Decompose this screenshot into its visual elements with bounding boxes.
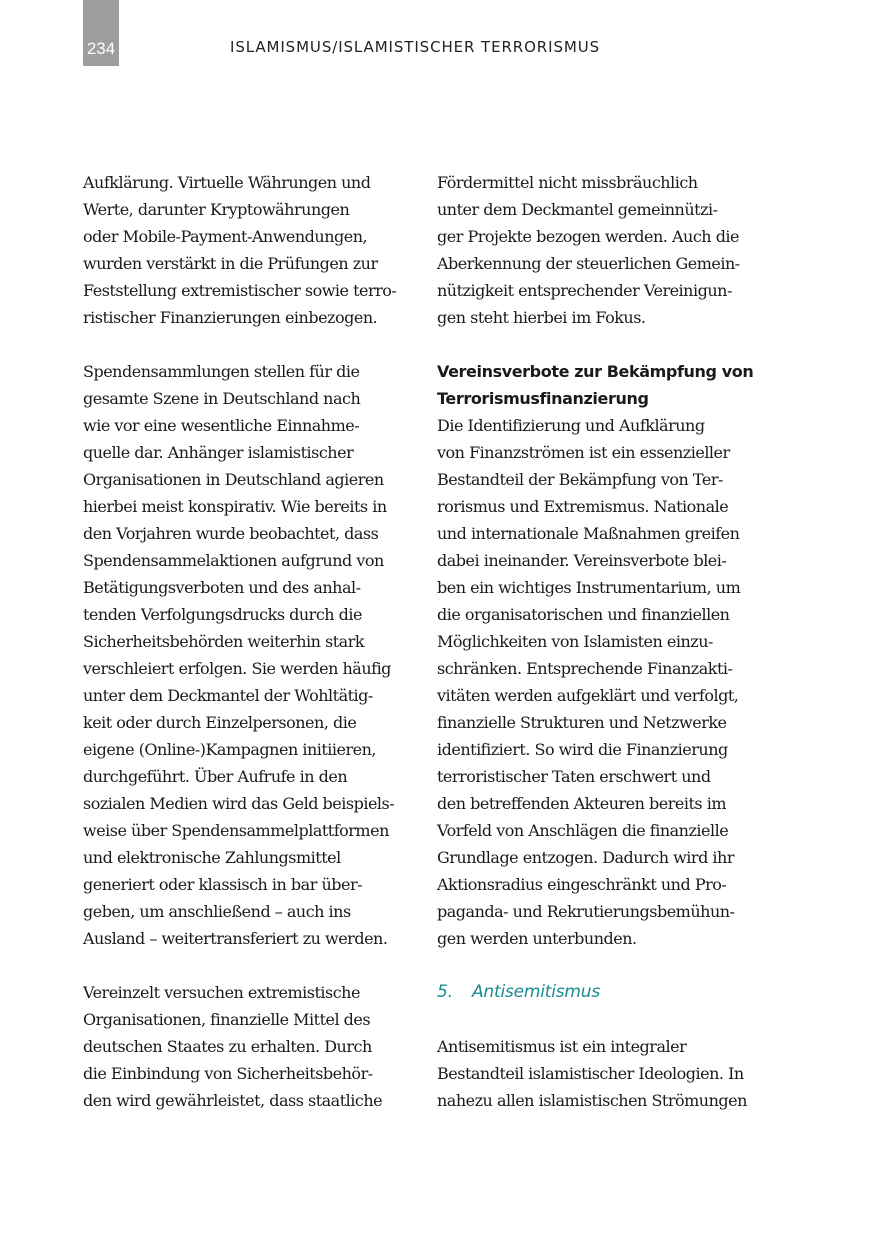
- text-line: gen werden unterbunden.: [437, 929, 637, 948]
- text-line: Ausland – weitertransferiert zu werden.: [83, 929, 388, 948]
- section-title: Antisemitismus: [472, 982, 601, 1002]
- text-line: Organisationen, finanzielle Mittel des: [83, 1010, 371, 1029]
- text-line: generiert oder klassisch in bar über-: [83, 875, 363, 894]
- text-line: finanzielle Strukturen und Netzwerke: [437, 713, 727, 732]
- text-line: tenden Verfolgungsdrucks durch die: [83, 605, 363, 624]
- page-number-tab: [83, 0, 119, 66]
- text-line: vitäten werden aufgeklärt und verfolgt,: [437, 686, 739, 705]
- text-line: gesamte Szene in Deutschland nach: [83, 389, 361, 408]
- paragraph: [437, 1033, 769, 1114]
- text-line: den betreffenden Akteuren bereits im: [437, 794, 726, 813]
- text-line: Antisemitismus ist ein integraler: [437, 1037, 687, 1056]
- text-line: Sicherheitsbehörden weiterhin stark: [83, 632, 365, 651]
- text-line: quelle dar. Anhänger islamistischer: [83, 443, 354, 462]
- text-line: Vereinzelt versuchen extremistische: [83, 983, 360, 1002]
- text-line: Feststellung extremistischer sowie terro-: [83, 281, 397, 300]
- subheading-line: Terrorismusfinanzierung: [437, 389, 649, 408]
- text-line: Spendensammlungen stellen für die: [83, 362, 360, 381]
- text-line: Grundlage entzogen. Dadurch wird ihr: [437, 848, 734, 867]
- text-line: Möglichkeiten von Islamisten einzu-: [437, 632, 713, 651]
- text-line: gen steht hierbei im Fokus.: [437, 308, 646, 327]
- text-line: die Einbindung von Sicherheitsbehör-: [83, 1064, 373, 1083]
- text-line: durchgeführt. Über Aufrufe in den: [83, 767, 348, 786]
- page-number: 234: [86, 39, 116, 58]
- paragraph: [83, 358, 415, 952]
- text-line: Organisationen in Deutschland agieren: [83, 470, 384, 489]
- text-line: Bestandteil islamistischer Ideologien. In: [437, 1064, 744, 1083]
- paragraph: [83, 979, 415, 1114]
- text-line: wurden verstärkt in die Prüfungen zur: [83, 254, 378, 273]
- subheading-line: Vereinsverbote zur Bekämpfung von: [437, 362, 754, 381]
- text-line: nützigkeit entsprechender Vereinigun-: [437, 281, 732, 300]
- paragraph: [437, 169, 769, 331]
- text-line: Fördermittel nicht missbräuchlich: [437, 173, 698, 192]
- text-line: Werte, darunter Kryptowährungen: [83, 200, 350, 219]
- text-line: rorismus und Extremismus. Nationale: [437, 497, 729, 516]
- paragraph-gap: [437, 331, 769, 358]
- text-line: den wird gewährleistet, dass staatliche: [83, 1091, 383, 1110]
- text-line: und internationale Maßnahmen greifen: [437, 524, 740, 543]
- section-number: 5.: [437, 982, 453, 1002]
- text-line: Die Identifizierung und Aufklärung: [437, 416, 705, 435]
- text-line: den Vorjahren wurde beobachtet, dass: [83, 524, 379, 543]
- text-line: hierbei meist konspirativ. Wie bereits in: [83, 497, 387, 516]
- text-line: paganda- und Rekrutierungsbemühun-: [437, 902, 735, 921]
- section-heading: [437, 979, 769, 1006]
- text-line: Bestandteil der Bekämpfung von Ter-: [437, 470, 723, 489]
- text-line: unter dem Deckmantel gemeinnützi-: [437, 200, 718, 219]
- right-text-column: [437, 169, 769, 1114]
- left-text-column: [83, 169, 415, 1114]
- text-line: von Finanzströmen ist ein essenzieller: [437, 443, 730, 462]
- text-line: Aktionsradius eingeschränkt und Pro-: [437, 875, 727, 894]
- text-line: verschleiert erfolgen. Sie werden häufig: [83, 659, 391, 678]
- paragraph: [437, 412, 769, 952]
- text-line: sozialen Medien wird das Geld beispiels-: [83, 794, 395, 813]
- text-line: unter dem Deckmantel der Wohltätig-: [83, 686, 373, 705]
- text-line: Aufklärung. Virtuelle Währungen und: [83, 173, 371, 192]
- text-line: Vorfeld von Anschlägen die finanzielle: [437, 821, 729, 840]
- text-line: wie vor eine wesentliche Einnahme-: [83, 416, 360, 435]
- paragraph-gap: [83, 331, 415, 358]
- text-line: und elektronische Zahlungsmittel: [83, 848, 341, 867]
- text-line: ger Projekte bezogen werden. Auch die: [437, 227, 740, 246]
- text-line: ristischer Finanzierungen einbezogen.: [83, 308, 378, 327]
- text-line: dabei ineinander. Vereinsverbote blei-: [437, 551, 727, 570]
- text-line: weise über Spendensammelplattformen: [83, 821, 389, 840]
- text-line: Betätigungsverboten und des anhal-: [83, 578, 361, 597]
- text-line: identifiziert. So wird die Finanzierung: [437, 740, 728, 759]
- paragraph-gap: [83, 952, 415, 979]
- text-line: terroristischer Taten erschwert und: [437, 767, 711, 786]
- text-line: schränken. Entsprechende Finanzakti-: [437, 659, 733, 678]
- text-line: keit oder durch Einzelpersonen, die: [83, 713, 357, 732]
- text-line: geben, um anschließend – auch ins: [83, 902, 351, 921]
- subheading: [437, 358, 769, 412]
- text-line: eigene (Online-)Kampagnen initiieren,: [83, 740, 377, 759]
- text-line: nahezu allen islamistischen Strömungen: [437, 1091, 747, 1110]
- paragraph: [83, 169, 415, 331]
- text-line: oder Mobile-Payment-Anwendungen,: [83, 227, 368, 246]
- running-header-title: ISLAMISMUS/ISLAMISTISCHER TERRORISMUS: [230, 38, 601, 56]
- text-line: deutschen Staates zu erhalten. Durch: [83, 1037, 372, 1056]
- paragraph-gap: [437, 952, 769, 979]
- paragraph-gap: [437, 1006, 769, 1033]
- text-line: Spendensammelaktionen aufgrund von: [83, 551, 384, 570]
- text-line: Aberkennung der steuerlichen Gemein-: [437, 254, 740, 273]
- text-line: die organisatorischen und finanziellen: [437, 605, 730, 624]
- text-line: ben ein wichtiges Instrumentarium, um: [437, 578, 741, 597]
